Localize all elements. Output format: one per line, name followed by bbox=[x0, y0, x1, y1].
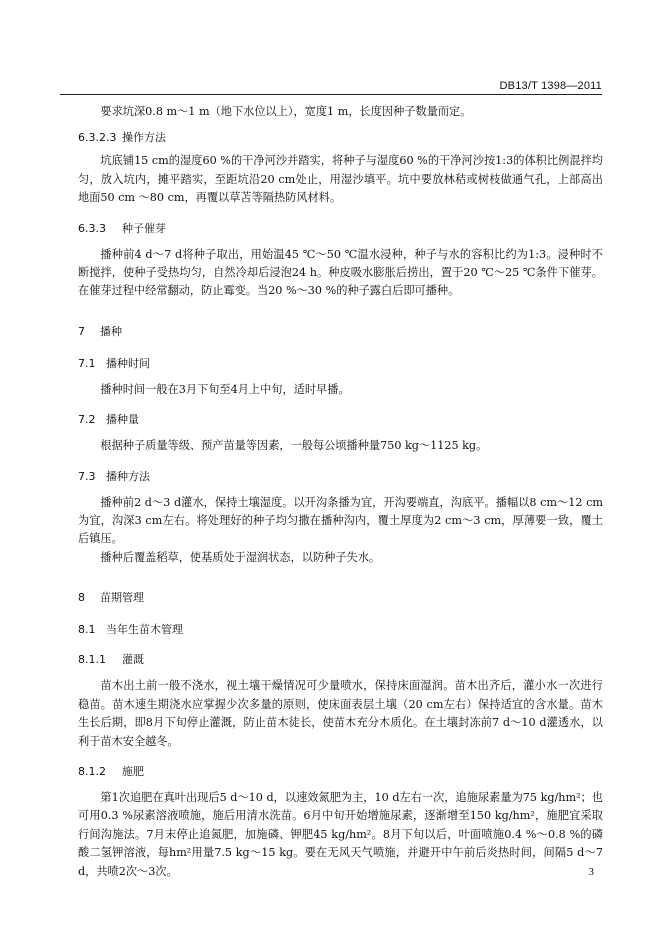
paragraph: 播种前2 d～3 d灌水，保持土壤湿度。以开沟条播为宜，开沟要端直，沟底平。播幅以8 cm～12 cm为宜，沟深3 cm左右。将处理好的种子均匀撒在播种沟内，覆土厚度为2 cm～3 cm，厚薄要一致，覆土后镇压。 bbox=[78, 495, 603, 546]
paragraph: 坑底铺15 cm的湿度60 %的干净河沙并踏实，将种子与湿度60 %的干净河沙按1:3的体积比例混拌均匀，放入坑内，摊平踏实，至距坑沿20 cm处止，用湿沙填平。坑中要放林秸或树枝做通气孔，上部高出地面50 cm ～80 cm，再覆以草苫等隔热防风材料。 bbox=[78, 154, 603, 205]
document-body bbox=[78, 103, 603, 881]
page-number: 3 bbox=[588, 866, 594, 878]
section-title: 施肥 bbox=[122, 764, 144, 778]
section-title: 播种时间 bbox=[106, 356, 150, 370]
section-heading bbox=[78, 220, 603, 238]
paragraph: 播种前4 d～7 d将种子取出，用始温45 ℃～50 ℃温水浸种，种子与水的容积比约为1:3。浸种时不断搅拌，使种子受热均匀，自然冷却后浸泡24 h。种皮吸水膨胀后捞出，置于20 ℃～25 ℃条件下催芽。在催芽过程中经常翻动，防止霉变。当20 %～30 %的种子露白后即可播种。 bbox=[78, 247, 603, 298]
paragraph: 要求坑深0.8 m～1 m（地下水位以上），宽度1 m，长度因种子数量而定。 bbox=[100, 105, 472, 118]
section-number: 8 bbox=[78, 591, 85, 605]
section-heading bbox=[78, 411, 603, 429]
section-title: 当年生苗木管理 bbox=[106, 623, 183, 637]
section-heading bbox=[78, 763, 603, 781]
section-number: 7.2 bbox=[78, 413, 96, 427]
section-title: 苗期管理 bbox=[100, 591, 144, 605]
section-title: 播种量 bbox=[106, 413, 139, 427]
section-number: 6.3.2.3 bbox=[78, 131, 117, 145]
section-number: 7.1 bbox=[78, 356, 96, 370]
paragraph: 根据种子质量等级、预产苗量等因素，一般每公顷播种量750 kg～1125 kg。 bbox=[100, 439, 488, 453]
paragraph: 第1次追肥在真叶出现后5 d～10 d，以速效氮肥为主，10 d左右一次，追施尿素量为75 kg/hm²；也可用0.3 %尿素溶液喷施，施后用清水洗苗。6月中旬开始增施尿素，逐渐增至150 kg/hm²，施肥宜采取行间沟施法。7月末停止追氮肥，加施磷、钾肥45 kg/hm²。8月下旬以后，叶面喷施0.4 %～0.8 %的磷酸二氢钾溶液，每hm²用量7.5 kg～15 kg。要在无风天气喷施，并避开中午前后炎热时间，间隔5 d～7 d，共喷2次～3次。 bbox=[78, 790, 603, 878]
document-code: DB13/T 1398—2011 bbox=[499, 80, 602, 92]
section-heading bbox=[78, 651, 603, 669]
section-heading bbox=[78, 323, 603, 341]
paragraph: 播种后覆盖稻草，使基质处于湿润状态，以防种子失水。 bbox=[100, 550, 381, 564]
section-number: 8.1.2 bbox=[78, 764, 106, 778]
section-title: 操作方法 bbox=[122, 131, 166, 145]
section-number: 8.1 bbox=[78, 623, 96, 637]
section-title: 灌溉 bbox=[122, 653, 144, 667]
section-heading bbox=[78, 468, 603, 486]
section-number: 6.3.3 bbox=[78, 221, 106, 235]
section-title: 播种 bbox=[100, 324, 122, 338]
header-rule bbox=[60, 94, 602, 95]
section-heading bbox=[78, 621, 603, 639]
section-heading bbox=[78, 355, 603, 373]
section-number: 7 bbox=[78, 324, 85, 338]
paragraph: 苗木出土前一般不浇水，视土壤干燥情况可少量喷水，保持床面湿润。苗木出齐后，灌小水一次进行稳苗。苗木速生期浇水应掌握少次多量的原则，使床面表层土壤（20 cm左右）保持适宜的含水量。苗木生长后期，即8月下旬停止灌溉，防止苗木徒长，使苗木充分木质化。在土壤封冻前7 d～10 d灌透水，以利于苗木安全越冬。 bbox=[78, 679, 603, 748]
section-number: 7.3 bbox=[78, 469, 96, 483]
section-number: 8.1.1 bbox=[78, 653, 106, 667]
section-title: 播种方法 bbox=[106, 469, 150, 483]
section-title: 种子催芽 bbox=[122, 221, 166, 235]
section-heading bbox=[78, 589, 603, 607]
section-heading bbox=[78, 129, 603, 147]
paragraph: 播种时间一般在3月下旬至4月上中旬，适时早播。 bbox=[100, 382, 350, 396]
